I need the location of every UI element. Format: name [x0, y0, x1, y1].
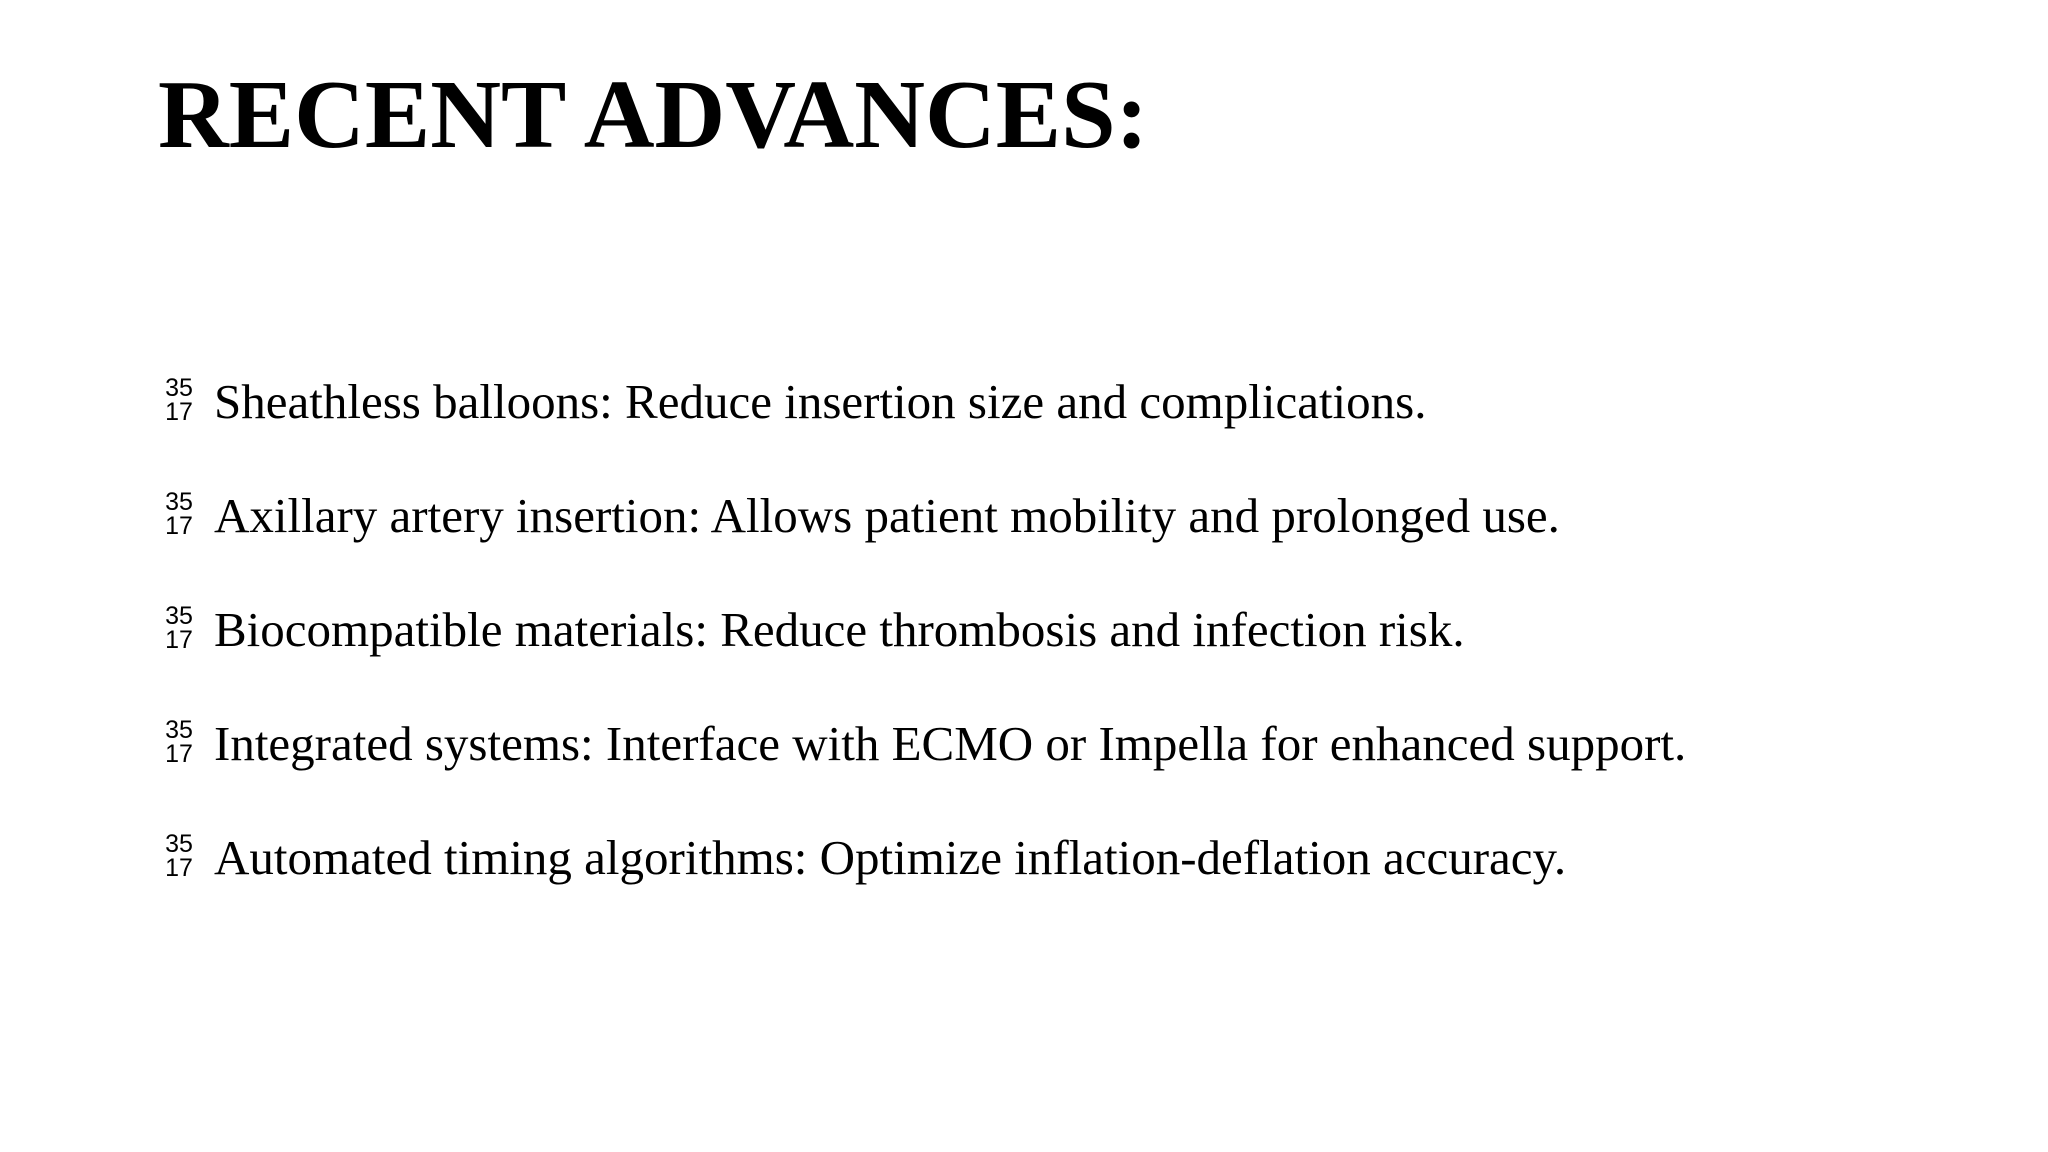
bullet-marker-icon	[158, 602, 200, 654]
bullet-marker-icon	[158, 830, 200, 882]
bullet-item	[158, 458, 1686, 572]
bullet-item	[158, 344, 1686, 458]
bullet-marker-icon	[158, 488, 200, 540]
bullet-text: Automated timing algorithms: Optimize inflation-deflation accuracy.	[214, 829, 1567, 885]
bullet-marker-icon	[158, 374, 200, 426]
bullet-marker-bottom: 17	[165, 854, 193, 882]
bullet-text: Integrated systems: Interface with ECMO or Impella for enhanced support.	[214, 715, 1687, 771]
bullet-marker-bottom: 17	[165, 740, 193, 768]
bullet-marker-bottom: 17	[165, 626, 193, 654]
bullet-marker-bottom: 17	[165, 512, 193, 540]
bullet-item	[158, 800, 1686, 914]
slide-title: RECENT ADVANCES:	[158, 61, 1149, 169]
bullet-text: Biocompatible materials: Reduce thrombosis and infection risk.	[214, 601, 1465, 657]
bullet-list	[158, 344, 1686, 914]
bullet-item	[158, 572, 1686, 686]
bullet-marker-top: 35	[165, 488, 193, 517]
bullet-text: Axillary artery insertion: Allows patient mobility and prolonged use.	[214, 487, 1560, 543]
bullet-marker-top: 35	[165, 830, 193, 859]
bullet-marker-icon	[158, 716, 200, 768]
bullet-text: Sheathless balloons: Reduce insertion size and complications.	[214, 373, 1427, 429]
bullet-marker-top: 35	[165, 716, 193, 745]
bullet-marker-top: 35	[165, 602, 193, 631]
bullet-marker-bottom: 17	[165, 398, 193, 426]
bullet-item	[158, 686, 1686, 800]
bullet-marker-top: 35	[165, 374, 193, 403]
